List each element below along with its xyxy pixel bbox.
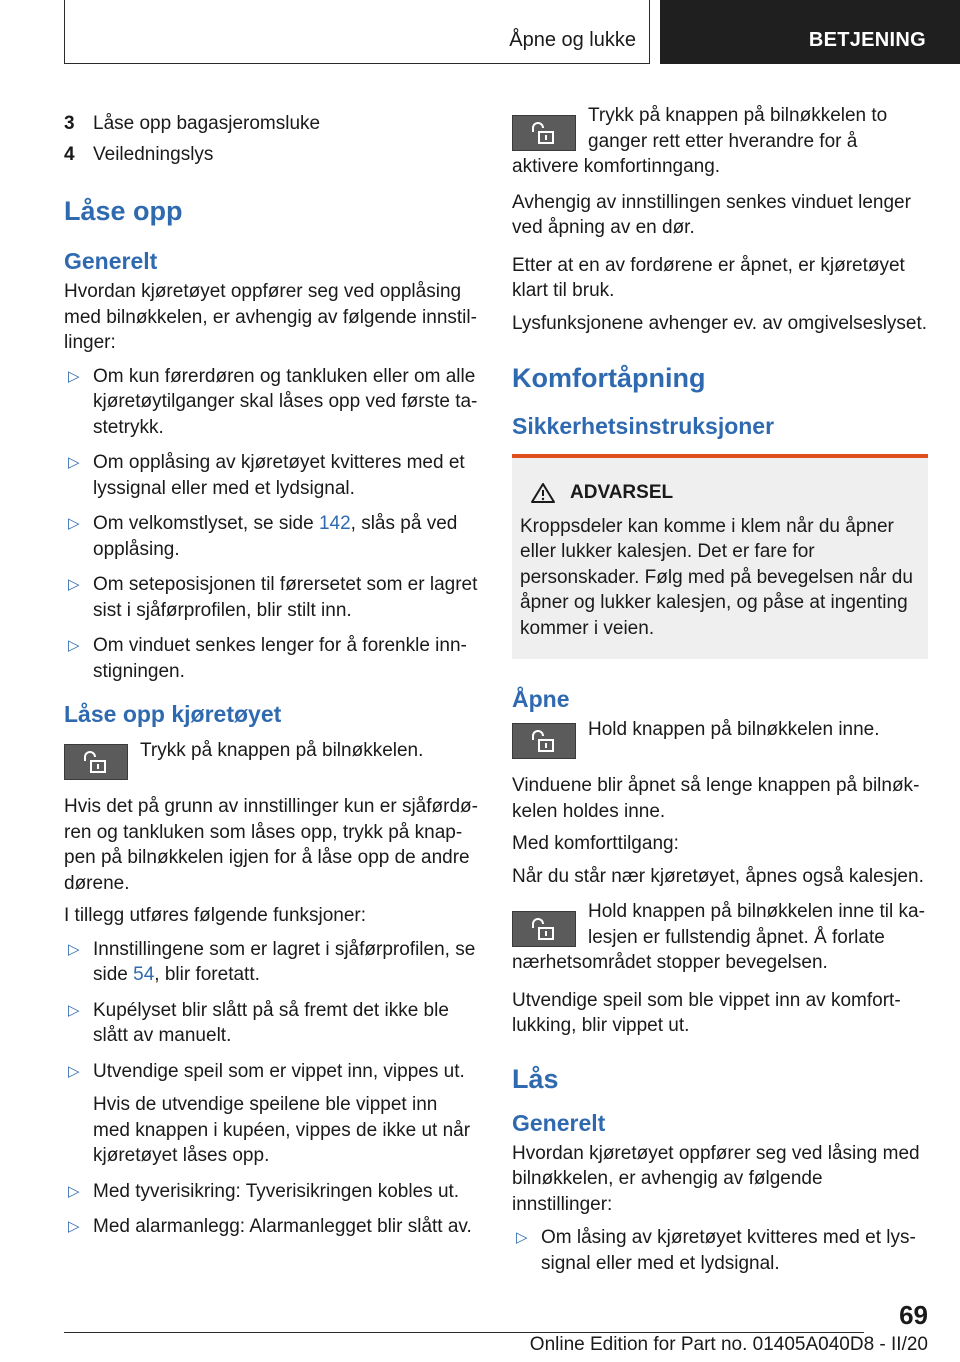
heading-lock-general: Generelt	[512, 1109, 606, 1136]
lock-bullet-list	[512, 1225, 928, 1276]
triangle-right-icon: ▷	[68, 1062, 80, 1080]
list-item: ▷ Om opplåsing av kjøretøyet kvitteres med et lyssignal eller med et lydsignal.	[68, 452, 465, 499]
numbered-item	[64, 111, 478, 137]
unlock-key-icon	[512, 723, 576, 759]
triangle-right-icon: ▷	[68, 637, 80, 654]
header-chapter-title: BETJENING	[808, 29, 926, 51]
list-item: ▷ Om vinduet senkes lenger for å forenkle innstigningen.	[68, 635, 467, 682]
item-text: Veiledningslys	[93, 143, 214, 165]
item-number: 4	[64, 143, 75, 165]
general-intro: Hvordan kjøretøyet oppfører seg ved opplåsing med bilnøkkelen, er avhengig av følgende innstillinger:	[64, 281, 477, 353]
header-section-title: Åpne og lukke	[509, 29, 636, 51]
paragraph: Når du står nær kjøretøyet, åpnes også kalesjen.	[512, 865, 924, 887]
list-item: ▷ Med tyverisikring: Tyverisikringen kobles ut.	[64, 1179, 478, 1205]
open-key-row	[512, 717, 928, 761]
heading-unlock: Låse opp	[64, 196, 183, 226]
comfort-key-row	[512, 103, 928, 180]
unlock-key-icon	[512, 911, 576, 947]
triangle-right-icon: ▷	[68, 367, 80, 385]
warning-box	[512, 454, 928, 659]
triangle-right-icon: ▷	[68, 515, 80, 532]
heading-comfort-opening: Komfortåpning	[512, 363, 706, 393]
item-text: Låse opp bagasjeromsluke	[93, 113, 321, 134]
triangle-right-icon: ▷	[68, 576, 80, 593]
triangle-right-icon: ▷	[68, 1182, 80, 1200]
item-number: 3	[64, 113, 75, 134]
heading-safety: Sikkerhetsinstruksjoner	[512, 413, 775, 439]
page-link-54[interactable]: 54	[133, 964, 155, 985]
footer-divider	[64, 1332, 864, 1333]
paragraph: Avhengig av innstillingen senkes vinduet lenger ved åpning av en dør.	[512, 191, 911, 238]
paragraph: Med komforttilgang:	[512, 833, 679, 854]
edition-text: Online Edition for Part no. 01405A040D8 - II/20	[529, 1334, 928, 1355]
list-item-continuation: Hvis de utvendige speilene ble vippet inn med knappen i kupéen, vippes de ikke ut når kjøretøyet låses opp.	[93, 1094, 471, 1166]
comfort-key-text: Trykk på knappen på bilnøkkelen to ganger rett etter hverandre for å aktivere komfortinngang.	[512, 105, 888, 177]
paragraph: Vinduene blir åpnet så lenge knappen på bilnøkkelen holdes inne.	[512, 775, 920, 822]
list-item: ▷ Innstillingene som er lagret i sjåførprofilen, se side 54, blir foretatt.	[68, 938, 476, 985]
triangle-right-icon: ▷	[516, 1229, 528, 1246]
open-key-text: Hold knappen på bilnøkkelen inne.	[588, 719, 880, 740]
heading-general: Generelt	[64, 248, 158, 274]
also-paragraph: I tillegg utføres følgende funksjoner:	[64, 905, 367, 926]
open-key2-row	[512, 899, 928, 976]
heading-unlock-vehicle: Låse opp kjøretøyet	[64, 701, 282, 727]
list-item: ▷ Om seteposisjonen til førersetet som er lagret sist i sjåførprofilen, blir stilt inn.	[68, 574, 478, 621]
open-key2-text: Hold knappen på bilnøkkelen inne til kalesjen er fullstendig åpnet. Å forlate nærhetsområdet stopper bevegelsen.	[512, 901, 925, 973]
general-bullet-list	[64, 364, 478, 685]
triangle-right-icon: ▷	[68, 454, 80, 471]
function-bullet-list	[64, 937, 478, 1240]
paragraph: Lysfunksjonene avhenger ev. av omgivelseslyset.	[512, 312, 928, 334]
heading-open: Åpne	[512, 686, 570, 712]
list-item: ▷ Utvendige speil som er vippet inn, vippes ut. Hvis de utvendige speilene ble vippet inn med knappen i kupéen, vippes de ikke ut når kjøretøyet låses opp.	[64, 1059, 478, 1169]
warning-triangle-icon	[530, 482, 556, 504]
numbered-item	[64, 142, 478, 168]
list-item: ▷ Kupélyset blir slått på så fremt det ikke ble slått av manuelt.	[68, 999, 449, 1046]
list-item: ▷ Med alarmanlegg: Alarmanlegget blir slått av.	[64, 1214, 478, 1240]
unlock-key-icon	[64, 744, 128, 780]
list-item: ▷ Om velkomstlyset, se side 142, slås på ved opplåsing.	[68, 513, 458, 560]
paragraph: Utvendige speil som ble vippet inn av komfortlukking, blir vippet ut.	[512, 989, 901, 1036]
triangle-right-icon: ▷	[68, 1218, 80, 1235]
unlock-key-row	[64, 738, 478, 782]
right-column	[512, 103, 928, 1286]
page-link-142[interactable]: 142	[318, 513, 351, 534]
unlock-key-text: Trykk på knappen på bilnøkkelen.	[140, 740, 424, 761]
left-column	[64, 111, 478, 1250]
triangle-right-icon: ▷	[68, 940, 80, 958]
lock-intro: Hvordan kjøretøyet oppfører seg ved låsing med bilnøkkelen, er avhengig av følgende innstillinger:	[512, 1142, 920, 1215]
list-item: ▷ Om låsing av kjøretøyet kvitteres med et lyssignal eller med et lydsignal.	[516, 1227, 916, 1274]
warning-title: ADVARSEL	[530, 480, 920, 506]
list-item: ▷ Om kun førerdøren og tankluken eller om alle kjøretøytilganger skal låses opp ved første tastetrykk.	[68, 365, 478, 438]
heading-lock: Lås	[512, 1063, 559, 1094]
warning-text: Kroppsdeler kan komme i klem når du åpner eller lukker kalesjen. Det er fare for personskader. Følg med på bevegelsen når du åpner og lukker kalesjen, og påse at ingenting kommer i veien.	[520, 515, 913, 639]
page-number: 69	[899, 1300, 928, 1330]
triangle-right-icon: ▷	[68, 1001, 80, 1019]
unlock-paragraph: Hvis det på grunn av innstillinger kun er sjåførdøren og tankluken som låses opp, trykk på knappen på bilnøkkelen igjen for å låse opp de andre dørene.	[64, 796, 478, 894]
unlock-key-icon	[512, 115, 576, 151]
paragraph: Etter at en av fordørene er åpnet, er kjøretøyet klart til bruk.	[512, 254, 905, 301]
